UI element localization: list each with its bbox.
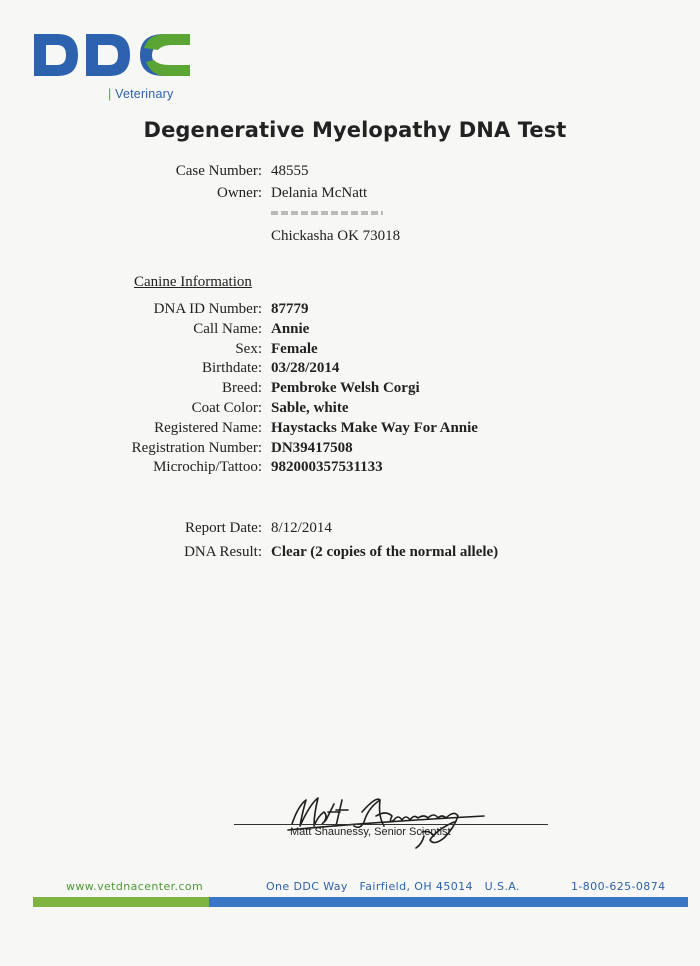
canine-field-value: Annie [271, 320, 310, 337]
owner-value: Delania McNatt [271, 185, 368, 201]
footer-website: www.vetdnacenter.com [66, 880, 204, 893]
handwritten-signature [284, 786, 514, 852]
canine-field-label: Microchip/Tattoo: [153, 459, 262, 476]
canine-field-label: DNA ID Number: [153, 301, 262, 317]
canine-field-label: Birthdate: [202, 360, 262, 377]
report-date-label: Report Date: [184, 520, 262, 536]
canine-field-value: DN39417508 [271, 439, 353, 456]
footer-bar-blue [209, 897, 688, 907]
signer-name: Matt Shaunessy, Senior Scientist [290, 826, 451, 838]
canine-field-label: Registration Number: [131, 439, 262, 456]
city-state-zip: Chickasha OK 73018 [271, 228, 401, 244]
case-number-label: Case Number: [175, 163, 262, 179]
canine-info-heading: Canine Information [134, 274, 252, 290]
owner-label: Owner: [217, 185, 262, 201]
logo-subtitle: | Veterinary [108, 87, 174, 101]
canine-field-value: Female [271, 340, 318, 357]
redacted-address [271, 211, 383, 215]
dna-result-label: DNA Result: [184, 544, 262, 560]
footer-phone: 1-800-625-0874 [571, 880, 666, 893]
canine-field-label: Breed: [222, 380, 262, 397]
canine-field-value: Sable, white [271, 400, 349, 416]
canine-field-label: Sex: [235, 340, 262, 357]
signature-line [234, 824, 548, 825]
canine-field-value: 03/28/2014 [271, 360, 340, 377]
page-title: Degenerative Myelopathy DNA Test [143, 118, 567, 142]
canine-field-label: Call Name: [193, 320, 262, 337]
canine-field-label: Registered Name: [154, 419, 262, 436]
canine-field-value: Pembroke Welsh Corgi [271, 380, 420, 397]
canine-field-value: Haystacks Make Way For Annie [271, 419, 478, 436]
canine-field-label: Coat Color: [191, 400, 262, 416]
case-number-value: 48555 [271, 163, 309, 179]
footer-address: One DDC Way Fairfield, OH 45014 U.S.A. [266, 880, 520, 893]
canine-field-value: 87779 [271, 301, 309, 317]
report-date-value: 8/12/2014 [271, 520, 332, 536]
canine-field-value: 982000357531133 [271, 459, 383, 476]
dna-result-value: Clear (2 copies of the normal allele) [271, 544, 499, 560]
footer-bar-green [33, 897, 209, 907]
